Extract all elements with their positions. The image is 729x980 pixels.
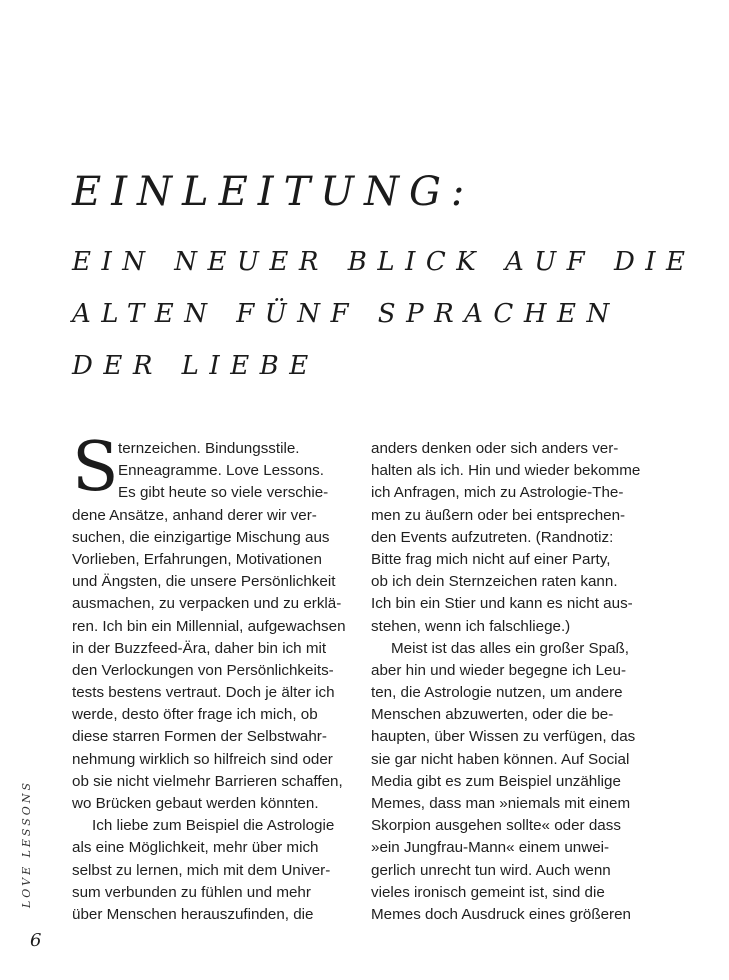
text-line: Ich bin ein Stier und kann es nicht aus-: [371, 595, 633, 613]
text-line: Ich liebe zum Beispiel die Astrologie: [92, 817, 335, 835]
text-line: Enneagramme. Love Lessons.: [118, 462, 324, 480]
text-line: nehmung wirklich so hilfreich sind oder: [72, 750, 333, 768]
text-line: aber hin und wieder begegne ich Leu-: [371, 661, 626, 679]
text-line: über Menschen herauszufinden, die: [72, 905, 314, 923]
text-line: selbst zu lernen, mich mit dem Univer-: [72, 861, 331, 879]
text-line: Bitte frag mich nicht auf einer Party,: [371, 550, 611, 568]
subtitle-line: EIN NEUER BLICK AUF DIE: [72, 247, 696, 277]
text-line: ten, die Astrologie nutzen, um andere: [371, 684, 623, 702]
text-line: sum verbunden zu fühlen und mehr: [72, 883, 311, 901]
text-line: vieles ironisch gemeint ist, sind die: [371, 883, 605, 901]
text-line: gerlich unrecht tun wird. Auch wenn: [371, 861, 611, 879]
text-line: werde, desto öfter frage ich mich, ob: [72, 706, 318, 724]
text-line: Es gibt heute so viele verschie-: [118, 484, 329, 502]
drop-cap: S: [72, 428, 119, 507]
text-line: ausmachen, zu verpacken und zu erklä-: [72, 595, 342, 613]
text-line: dene Ansätze, anhand derer wir ver-: [72, 506, 317, 524]
text-line: ternzeichen. Bindungsstile.: [118, 440, 300, 457]
body-column-right: [371, 438, 651, 926]
text-line: Meist ist das alles ein großer Spaß,: [391, 639, 630, 657]
text-line: wo Brücken gebaut werden könnten.: [72, 795, 319, 812]
text-line: und Ängsten, die unsere Persönlichkeit: [72, 573, 336, 591]
text-line: haupten, über Wissen zu verfügen, das: [371, 728, 636, 746]
text-line: Vorlieben, Erfahrungen, Motivationen: [72, 550, 322, 568]
text-line: den Events aufzutreten. (Randnotiz:: [371, 528, 614, 546]
text-line: ich Anfragen, mich zu Astrologie-The-: [371, 484, 624, 502]
text-line: halten als ich. Hin und wieder bekomme: [371, 462, 641, 480]
text-line: sie gar nicht haben können. Auf Social: [371, 750, 630, 768]
chapter-subtitle: [72, 236, 696, 392]
text-line: stehen, wenn ich falschliege.): [371, 617, 571, 635]
text-line: anders denken oder sich anders ver-: [371, 440, 619, 457]
text-line: in der Buzzfeed-Ära, daher bin ich mit: [72, 639, 327, 657]
running-head: LOVE LESSONS: [20, 780, 33, 908]
page-number: 6: [30, 930, 42, 951]
text-line: Memes doch Ausdruck eines größeren: [371, 905, 632, 923]
text-line: ren. Ich bin ein Millennial, aufgewachsen: [72, 617, 346, 635]
text-line: ob sie nicht vielmehr Barrieren schaffen,: [72, 772, 343, 790]
text-line: ob ich dein Sternzeichen raten kann.: [371, 573, 618, 591]
subtitle-line: DER LIEBE: [72, 351, 319, 381]
text-line: »ein Jungfrau-Mann« einem unwei-: [371, 839, 610, 857]
text-line: men zu äußern oder bei entsprechen-: [371, 506, 626, 524]
subtitle-line: ALTEN FÜNF SPRACHEN: [72, 299, 620, 329]
text-line: Media gibt es zum Beispiel unzählige: [371, 772, 621, 790]
text-line: Memes, dass man »niemals mit einem: [371, 795, 631, 812]
chapter-title: EINLEITUNG:: [72, 169, 475, 215]
text-line: Menschen abzuwerten, oder die be-: [371, 706, 614, 724]
text-line: suchen, die einzigartige Mischung aus: [72, 528, 330, 546]
text-line: diese starren Formen der Selbstwahr-: [72, 728, 327, 746]
text-line: als eine Möglichkeit, mehr über mich: [72, 839, 319, 857]
body-column-left: [72, 438, 352, 926]
text-line: tests bestens vertraut. Doch je älter ich: [72, 684, 335, 702]
text-line: den Verlockungen von Persönlichkeits-: [72, 661, 334, 679]
text-line: Skorpion ausgehen sollte« oder dass: [371, 817, 621, 835]
